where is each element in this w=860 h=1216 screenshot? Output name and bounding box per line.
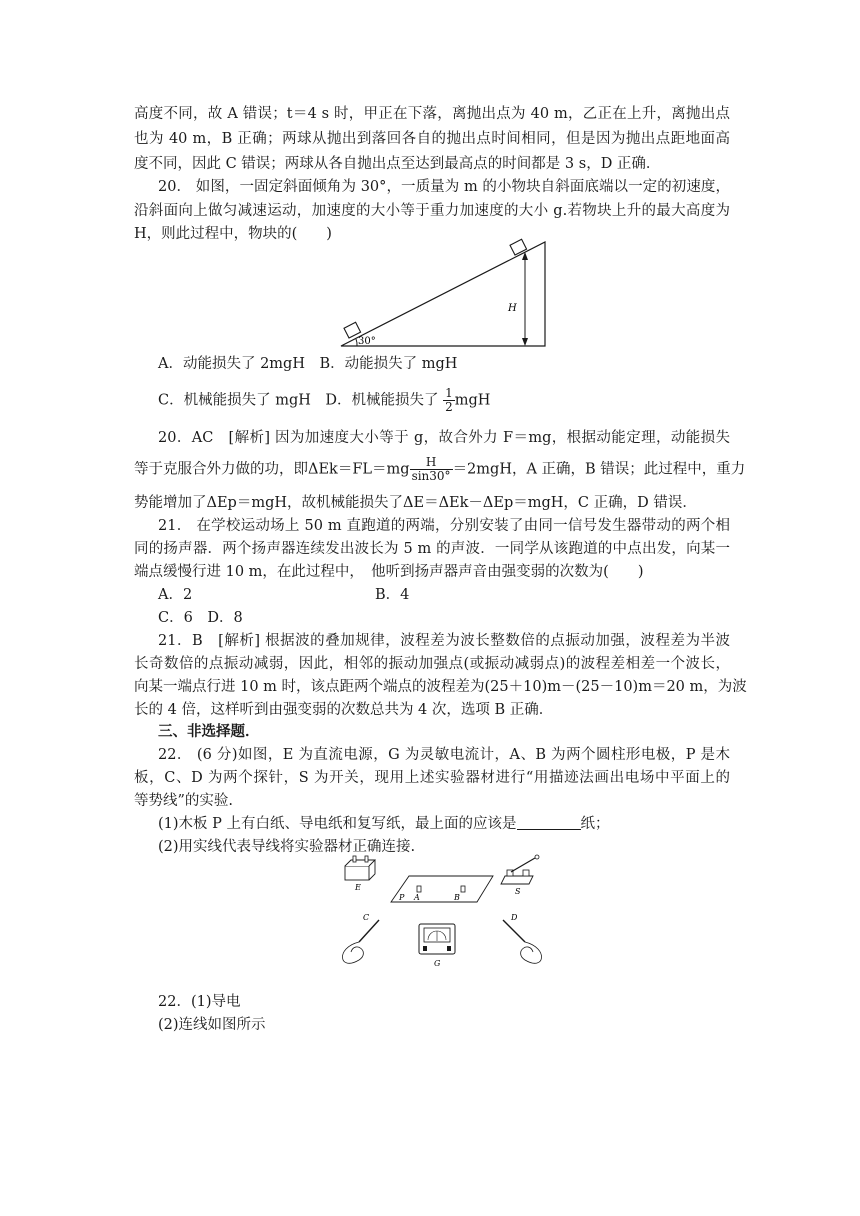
answer-20: 20．AC [解析] 因为加速度大小等于 g，故合外力 F＝mg，根据动能定理，动能损失 — [158, 430, 730, 446]
answer-20 — [134, 456, 745, 483]
option-d-tail: mgH — [454, 392, 491, 409]
svg-text:P: P — [399, 893, 405, 902]
svg-text:C: C — [363, 913, 370, 922]
answer-text: 等于克服合外力做的功，即ΔEk＝FL＝mg — [134, 461, 410, 478]
text-line: 也为 40 m，B 正确；两球从抛出到落回各自的抛出点时间相同，但是因为抛出点距地面高 — [134, 131, 730, 147]
text-line: 高度不同，故 A 错误；t＝4 s 时，甲正在下落，离抛出点为 40 m，乙正在上升，离抛出点 — [134, 106, 730, 122]
sub1-text: 纸； — [580, 816, 610, 832]
probe-d-icon — [503, 913, 542, 963]
question-22-stem: 等势线”的实验. — [134, 793, 234, 809]
apparatus-figure — [335, 852, 555, 974]
option-b: B．4 — [375, 587, 410, 603]
question-22-stem: 板，C、D 为两个探针，S 为开关，现用上述实验器材进行“用描迹法画出电场中平面上的 — [134, 770, 730, 786]
option-a: A．2 — [158, 587, 193, 603]
answer-22: 22．(1)导电 — [158, 994, 241, 1010]
question-22-stem: 22． (6 分)如图，E 为直流电源，G 为灵敏电流计，A、B 为两个圆柱形电极，P 是木 — [158, 747, 730, 763]
incline-triangle — [341, 242, 545, 346]
answer-21: 向某一端点行进 10 m 时，该点距两个端点的波程差为(25＋10)m－(25－10)m＝20 m，为波 — [134, 679, 747, 695]
option-line — [158, 387, 490, 414]
answer-text: ＝2mgH，A 正确，B 错误；此过程中，重力 — [452, 461, 746, 478]
svg-text:A: A — [414, 893, 420, 902]
option-line: A．动能损失了 2mgH B．动能损失了 mgH — [158, 356, 458, 372]
sub1-text: (1)木板 P 上有白纸、导电纸和复写纸，最上面的应该是 — [158, 816, 517, 832]
question-20-stem: H，则此过程中，物块的( ) — [134, 226, 332, 242]
option-line: C．6 D．8 — [158, 610, 243, 626]
text-line: 度不同，因此 C 错误；两球从各自抛出点至达到最高点的时间都是 3 s，D 正确． — [134, 156, 661, 172]
board-icon — [391, 876, 493, 902]
height-label: H — [508, 303, 517, 314]
angle-label: 30° — [358, 336, 376, 347]
fraction-h-sin30: $\frac{H}{\sin 30^\circ}$ — [411, 455, 451, 483]
incline-figure — [335, 236, 555, 352]
question-22-sub1 — [158, 814, 610, 834]
answer-21: 长奇数倍的点振动减弱，因此，相邻的振动加强点(或振动减弱点)的波程差相差一个波长， — [134, 656, 730, 672]
question-22-sub2: (2)用实线代表导线将实验器材正确连接. — [158, 839, 416, 855]
switch-icon — [501, 855, 539, 896]
svg-text:B: B — [454, 893, 460, 902]
option-c-d-text: C．机械能损失了 mgH D．机械能损失了 — [158, 392, 439, 409]
answer-20: 势能增加了ΔEp＝mgH，故机械能损失了ΔE＝ΔEk－ΔEp＝mgH，C 正确，D 错误． — [134, 495, 697, 511]
svg-text:G: G — [434, 959, 441, 968]
question-21-stem: 21． 在学校运动场上 50 m 直跑道的两端，分别安装了由同一信号发生器带动的两个相 — [158, 518, 730, 534]
galvanometer-icon — [419, 924, 455, 968]
fraction-half: $\frac{1}{2}$ — [445, 386, 453, 414]
question-21-stem: 端点缓慢行进 10 m，在此过程中， 他听到扬声器声音由强变弱的次数为( ) — [134, 564, 644, 580]
answer-22: (2)连线如图所示 — [158, 1017, 266, 1033]
probe-c-icon — [342, 913, 379, 963]
question-21-stem: 同的扬声器．两个扬声器连续发出波长为 5 m 的声波．一同学从该跑道的中点出发，向某一 — [134, 541, 730, 557]
section-heading: 三、非选择题． — [158, 723, 260, 740]
svg-text:S: S — [515, 887, 521, 896]
question-20-stem: 20． 如图，一固定斜面倾角为 30°，一质量为 m 的小物块自斜面底端以一定的初速度， — [158, 179, 730, 195]
answer-21: 21．B [解析] 根据波的叠加规律，波程差为波长整数倍的点振动加强，波程差为半波 — [158, 633, 730, 649]
answer-blank — [517, 815, 581, 830]
svg-text:D: D — [511, 913, 518, 922]
answer-21: 长的 4 倍，这样听到由强变弱的次数总共为 4 次，选项 B 正确． — [134, 702, 554, 718]
svg-text:E: E — [355, 883, 361, 892]
question-20-stem: 沿斜面向上做匀减速运动，加速度的大小等于重力加速度的大小 g.若物块上升的最大高度为 — [134, 203, 730, 219]
battery-icon — [345, 856, 375, 892]
